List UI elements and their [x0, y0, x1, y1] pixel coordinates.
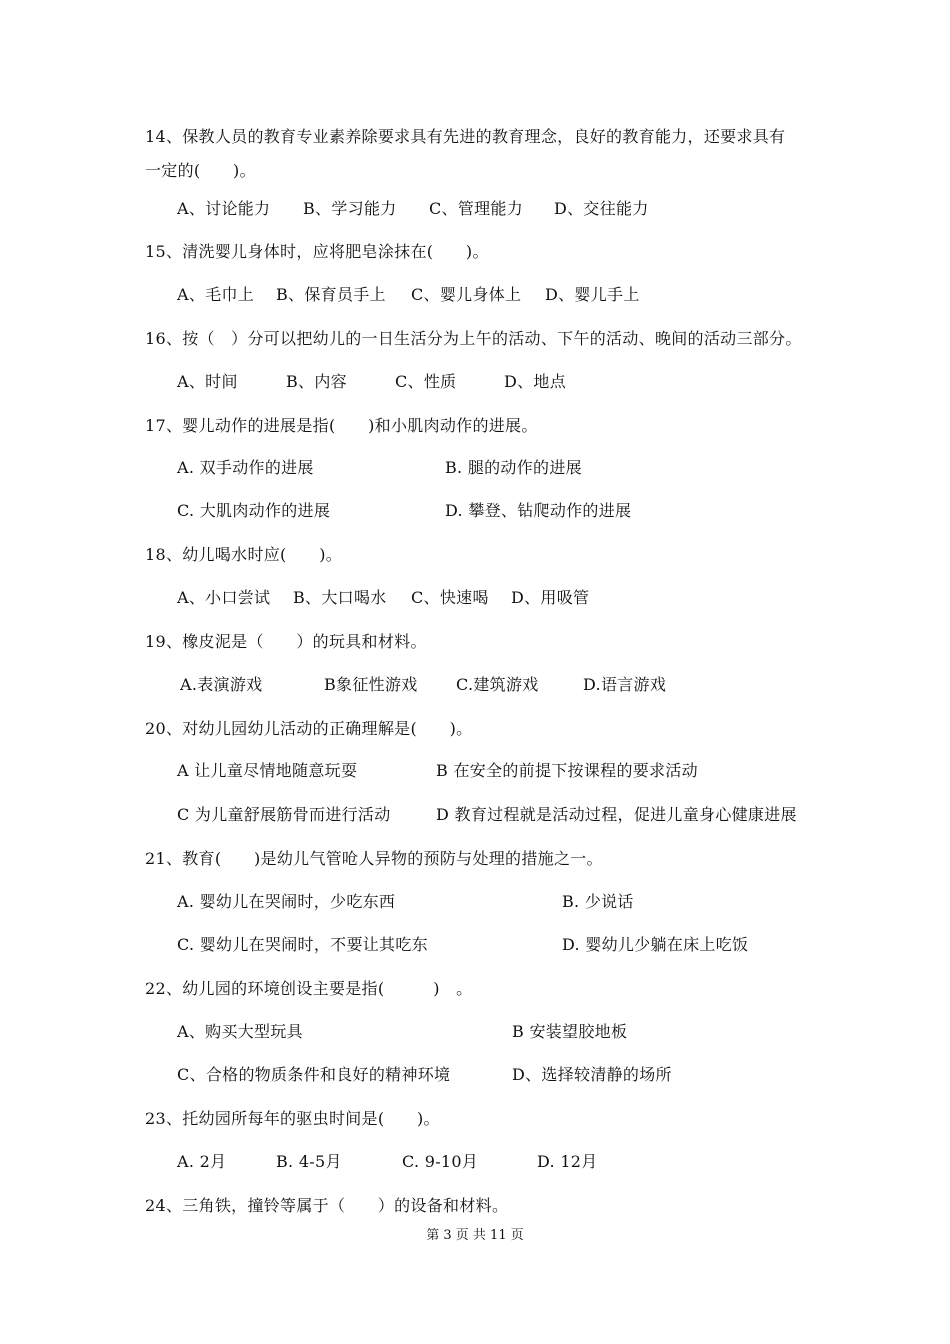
- option-a: A、时间: [177, 372, 238, 391]
- option-a: A. 2月: [177, 1152, 227, 1171]
- question-text: 23、托幼园所每年的驱虫时间是( )。: [145, 1109, 440, 1128]
- question-text: 14、保教人员的教育专业素养除要求具有先进的教育理念，良好的教育能力，还要求具有: [145, 127, 786, 146]
- option-d: D、交往能力: [554, 199, 649, 218]
- question-22: [145, 972, 825, 1006]
- option-b: B 在安全的前提下按课程的要求活动: [436, 761, 698, 780]
- question-text: 24、三角铁，撞铃等属于（ ）的设备和材料。: [145, 1196, 509, 1215]
- option-b: B 安装望胶地板: [512, 1022, 628, 1041]
- question-14: [145, 120, 825, 188]
- option-b: B. 4-5月: [276, 1152, 342, 1171]
- option-c: C. 9-10月: [402, 1152, 479, 1171]
- option-a: A. 双手动作的进展: [177, 458, 314, 477]
- question-20: [145, 712, 825, 746]
- option-b: B. 少说话: [562, 892, 634, 911]
- option-d: D 教育过程就是活动过程，促进儿童身心健康进展: [436, 805, 797, 824]
- question-19: [145, 625, 825, 659]
- option-d: D、选择较清静的场所: [512, 1065, 672, 1084]
- option-a: A、购买大型玩具: [177, 1022, 303, 1041]
- option-b: B、内容: [286, 372, 347, 391]
- question-text: 15、清洗婴儿身体时，应将肥皂涂抹在( )。: [145, 242, 489, 261]
- option-d: D、地点: [504, 372, 567, 391]
- page-footer: 第 3 页 共 11 页: [426, 1228, 524, 1243]
- question-text: 18、幼儿喝水时应( )。: [145, 545, 343, 564]
- option-d: D、用吸管: [511, 588, 590, 607]
- option-b: B、保育员手上: [276, 285, 386, 304]
- option-c: C、性质: [395, 372, 457, 391]
- question-23: [145, 1102, 825, 1136]
- option-b: B象征性游戏: [324, 675, 418, 694]
- option-a: A 让儿童尽情地随意玩耍: [177, 761, 358, 780]
- option-d: D、婴儿手上: [545, 285, 640, 304]
- question-text: 19、橡皮泥是（ ）的玩具和材料。: [145, 632, 427, 651]
- option-a: A.表演游戏: [180, 675, 263, 694]
- option-c: C、合格的物质条件和良好的精神环境: [177, 1065, 451, 1084]
- option-d: D. 攀登、钻爬动作的进展: [445, 501, 632, 520]
- question-15: [145, 235, 825, 269]
- question-text: 16、按（ ）分可以把幼儿的一日生活分为上午的活动、下午的活动、晚间的活动三部分。: [145, 329, 802, 348]
- option-a: A. 婴幼儿在哭闹时，少吃东西: [177, 892, 396, 911]
- question-16: [145, 322, 825, 356]
- option-c: C、快速喝: [411, 588, 489, 607]
- question-18: [145, 538, 825, 572]
- option-c: C 为儿童舒展筋骨而进行活动: [177, 805, 391, 824]
- question-text: 21、教育( )是幼儿气管呛人异物的预防与处理的措施之一。: [145, 849, 603, 868]
- option-c: C. 婴幼儿在哭闹时，不要让其吃东: [177, 935, 428, 954]
- question-text: 17、婴儿动作的进展是指( )和小肌肉动作的进展。: [145, 416, 538, 435]
- option-b: B. 腿的动作的进展: [445, 458, 582, 477]
- option-c: C. 大肌肉动作的进展: [177, 501, 331, 520]
- question-text: 22、幼儿园的环境创设主要是指( ) 。: [145, 979, 473, 998]
- option-b: B、大口喝水: [293, 588, 387, 607]
- option-b: B、学习能力: [303, 199, 397, 218]
- option-d: D.语言游戏: [583, 675, 667, 694]
- option-d: D. 婴幼儿少躺在床上吃饭: [562, 935, 749, 954]
- question-17: [145, 409, 825, 443]
- option-c: C、管理能力: [429, 199, 524, 218]
- option-a: A、毛巾上: [177, 285, 255, 304]
- option-a: A、讨论能力: [177, 199, 271, 218]
- question-text: 20、对幼儿园幼儿活动的正确理解是( )。: [145, 719, 473, 738]
- question-text-continued: 一定的( )。: [145, 161, 256, 180]
- option-c: C、婴儿身体上: [411, 285, 522, 304]
- option-d: D. 12月: [537, 1152, 598, 1171]
- option-a: A、小口尝试: [177, 588, 271, 607]
- question-21: [145, 842, 825, 876]
- question-24: [145, 1189, 825, 1223]
- option-c: C.建筑游戏: [456, 675, 539, 694]
